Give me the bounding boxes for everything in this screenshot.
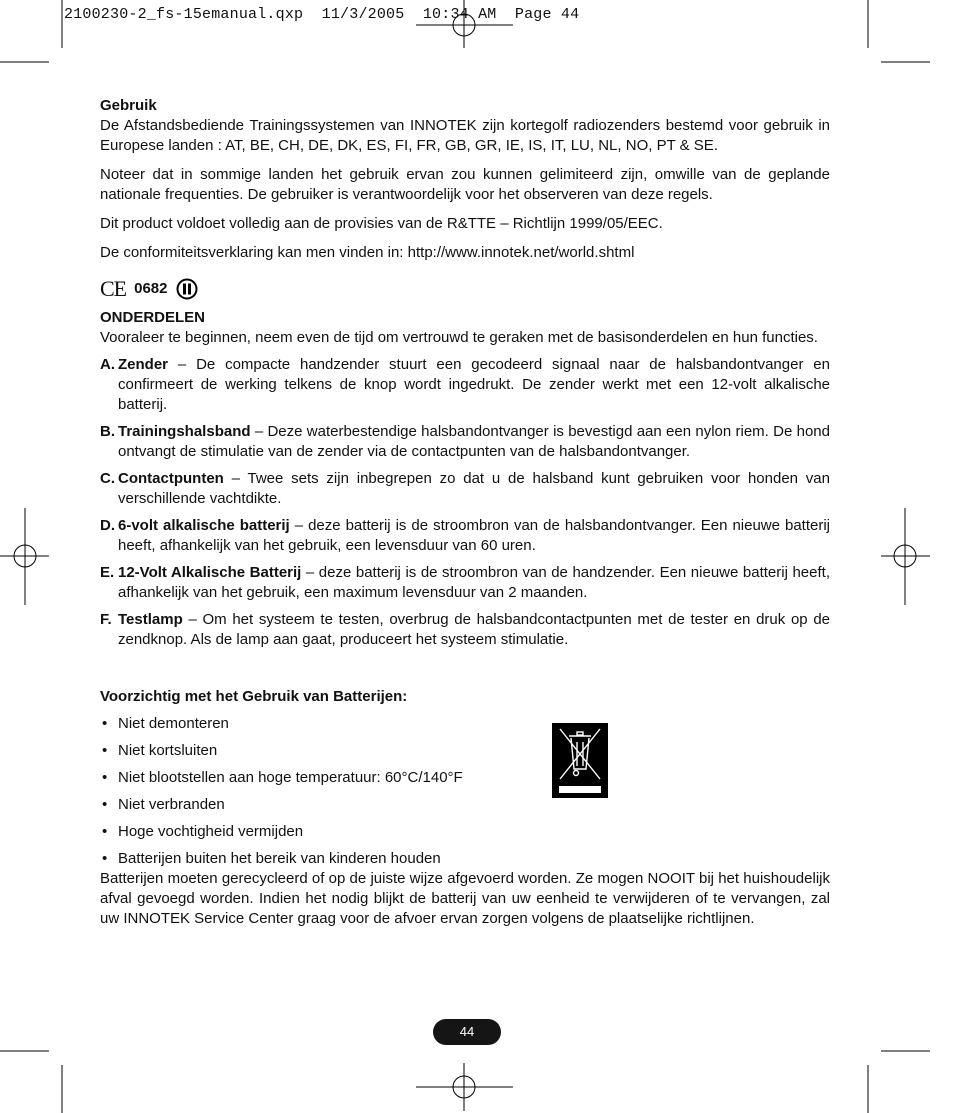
battery-warnings-list [100,714,830,876]
bullet-icon: • [102,769,108,786]
item-title: Testlamp [118,611,183,628]
bullet-icon: • [102,823,108,840]
item-letter: A. [100,356,115,373]
item-description: – De compacte handzender stuurt een gecodeerd signaal naar de halsbandontvanger en confirmeert de werking telkens de knop wordt ingedrukt. De zender werkt met een 12-volt alkalische batterij. [118,356,830,413]
notified-body-number: 0682 [134,280,168,297]
item-title: Contactpunten [118,470,224,487]
item-letter: E. [100,564,115,581]
battery-warning-item [100,768,830,795]
item-title: Trainingshalsband [118,423,251,440]
battery-warning-item [100,795,830,822]
battery-warning-item [100,741,830,768]
parts-list [100,355,830,650]
item-letter: D. [100,517,115,534]
battery-warning-item [100,714,830,741]
parts-heading: ONDERDELEN [100,309,206,326]
print-slug: 2100230-2_fs-15emanual.qxp 11/3/2005 10:34 AM Page 44 [64,6,580,23]
battery-warning-text: Niet verbranden [118,796,225,813]
bullet-icon: • [102,742,108,759]
battery-warning-text: Niet demonteren [118,715,229,732]
parts-intro: Vooraleer te beginnen, neem even de tijd om vertrouwd te geraken met de basisonderdelen en hun functies. [100,329,818,346]
bullet-icon: • [102,850,108,867]
registration-mark-bottom [416,1063,513,1111]
ce-mark: CE [100,276,127,301]
item-letter: B. [100,423,115,440]
page-number-badge: 44 [433,1019,501,1045]
battery-warning-text: Batterijen buiten het bereik van kinderen houden [118,850,441,867]
usage-paragraph: De Afstandsbediende Trainingssystemen van INNOTEK zijn kortegolf radiozenders bestemd voor gebruik in Europese landen : AT, BE, CH, DE, DK, ES, FI, FR, GB, GR, IE, IS, IT, LU, NL, NO, PT & SE. [100,117,830,154]
bullet-icon: • [102,715,108,732]
battery-warning-item [100,849,830,876]
battery-warning-text: Niet blootstellen aan hoge temperatuur: 60°C/140°F [118,769,463,786]
item-letter: F. [100,611,112,628]
usage-paragraph: Dit product voldoet volledig aan de provisies van de R&TTE – Richtlijn 1999/05/EEC. [100,215,663,232]
registration-mark-left [0,508,49,605]
item-description: – Twee sets zijn inbegrepen zo dat u de halsband kunt gebruiken voor honden van verschillende vachtdikte. [118,470,830,507]
bullet-icon: • [102,796,108,813]
item-description: – deze batterij is de stroombron van de halsbandontvanger. Een nieuwe batterij heeft, afhankelijk van het gebruik, een levensduur van 60 uren. [118,517,830,554]
alert-circle-icon [176,278,198,300]
battery-closing-paragraph: Batterijen moeten gerecycleerd of op de juiste wijze afgevoerd worden. Ze mogen NOOIT bij het huishoudelijk afval gevoegd worden. Indien het nodig blijkt de batterij van uw eenheid te verwijderen of te vervangen, zal uw INNOTEK Service Center graag voor de afvoer ervan zorgen volgens de plaatselijke richtlijnen. [100,870,830,927]
item-letter: C. [100,470,115,487]
battery-warning-text: Niet kortsluiten [118,742,218,759]
parts-list-item [100,355,830,415]
usage-paragraph: Noteer dat in sommige landen het gebruik ervan zou kunnen gelimiteerd zijn, omwille van de geplande nationale frequenties. De gebruiker is verantwoordelijk voor het observeren van deze regels. [100,166,830,203]
item-title: 6-volt alkalische batterij [118,517,290,534]
battery-heading: Voorzichtig met het Gebruik van Batterijen: [100,688,408,705]
parts-list-item [100,422,830,462]
item-description: – Om het systeem te testen, overbrug de halsbandcontactpunten met de tester en druk op de zendknop. Als de lamp aan gaat, produceert het systeem stimulatie. [118,611,830,648]
registration-mark-right [881,508,930,605]
weee-crossed-bin-icon [552,723,608,798]
parts-list-item [100,516,830,556]
battery-warning-text: Hoge vochtigheid vermijden [118,823,304,840]
certification-marks [100,276,830,302]
item-title: Zender [118,356,169,373]
usage-heading: Gebruik [100,97,157,114]
parts-list-item [100,563,830,603]
parts-list-item [100,469,830,509]
item-description: – Deze waterbestendige halsbandontvanger is bevestigd aan een nylon riem. De hond ontvangt de stimulatie van de zender via de contactpunten van de halsbandontvanger. [118,423,830,460]
battery-warning-item [100,822,830,849]
item-title: 12-Volt Alkalische Batterij [118,564,302,581]
item-description: – deze batterij is de stroombron van de handzender. Een nieuwe batterij heeft, afhankelijk van het gebruik, een maximum levensduur van 2 maanden. [118,564,830,601]
page-content [100,96,830,929]
usage-paragraph: De conformiteitsverklaring kan men vinden in: http://www.innotek.net/world.shtml [100,244,635,261]
parts-list-item [100,610,830,650]
